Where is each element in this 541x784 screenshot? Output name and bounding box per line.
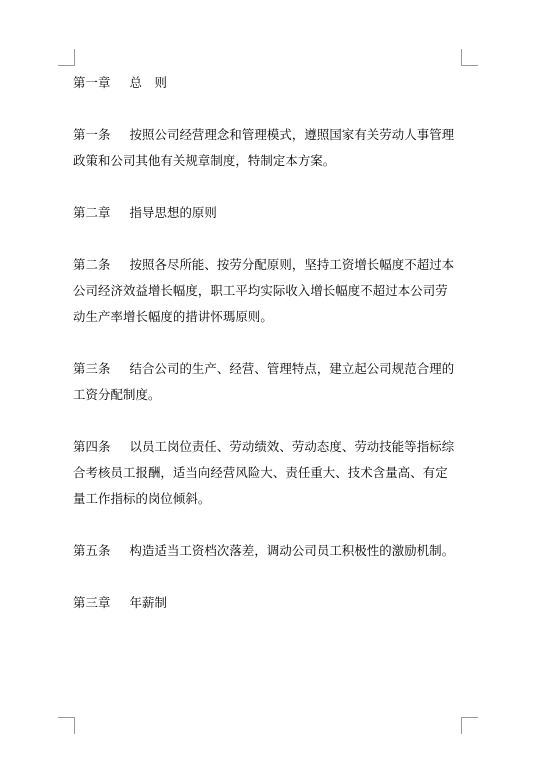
- article-4-text-line: 以员工岗位责任、劳动绩效、劳动态度、劳动技能等指标综: [129, 439, 455, 454]
- article-1-line-2: [73, 148, 468, 174]
- article-3-number: 第三条: [73, 361, 111, 376]
- article-5-number: 第五条: [73, 543, 111, 558]
- chapter-1-heading: [73, 70, 468, 96]
- article-1-text-line: 按照公司经营理念和管理模式，遵照国家有关劳动人事管理: [129, 127, 455, 142]
- article-3-text-line: 工资分配制度。: [73, 387, 161, 402]
- chapter-3-heading: [73, 590, 468, 616]
- article-2-number: 第二条: [73, 257, 111, 272]
- article-3-text-line: 结合公司的生产、经营、管理特点，建立起公司规范合理的: [129, 361, 455, 376]
- chapter-2-heading: [73, 200, 468, 226]
- chapter-1-title: 总 则: [129, 75, 167, 90]
- article-1-number: 第一条: [73, 127, 111, 142]
- article-1-line-1: [73, 122, 468, 148]
- article-4-line-2: [73, 460, 468, 486]
- crop-mark-bottom-right: [461, 717, 478, 734]
- article-3-line-2: [73, 382, 468, 408]
- article-1-text-line: 政策和公司其他有关规章制度，特制定本方案。: [73, 153, 336, 168]
- article-2-text-line: 公司经济效益增长幅度，职工平均实际收入增长幅度不超过本公司劳: [73, 283, 448, 298]
- chapter-2-number: 第二章: [73, 205, 111, 220]
- document-body: [73, 70, 468, 616]
- chapter-1-number: 第一章: [73, 75, 111, 90]
- chapter-3-title: 年薪制: [129, 595, 167, 610]
- article-3-line-1: [73, 356, 468, 382]
- crop-mark-bottom-left: [58, 717, 75, 734]
- article-2-text-line: 按照各尽所能、按劳分配原则，坚持工资增长幅度不超过本: [129, 257, 455, 272]
- article-4-text-line: 量工作指标的岗位倾斜。: [73, 491, 211, 506]
- chapter-3-number: 第三章: [73, 595, 111, 610]
- article-2-line-3: [73, 304, 468, 330]
- crop-mark-top-right: [461, 49, 478, 66]
- article-4-line-1: [73, 434, 468, 460]
- article-4-line-3: [73, 486, 468, 512]
- article-2-text-line: 动生产率增长幅度的措讲怀瑪原则。: [73, 309, 273, 324]
- article-2-line-1: [73, 252, 468, 278]
- crop-mark-top-left: [58, 49, 75, 66]
- article-5-line-1: [73, 538, 468, 564]
- article-4-text-line: 合考核员工报酬，适当向经营风险大、责任重大、技术含量高、有定: [73, 465, 448, 480]
- chapter-2-title: 指导思想的原则: [129, 205, 217, 220]
- article-2-line-2: [73, 278, 468, 304]
- article-4-number: 第四条: [73, 439, 111, 454]
- article-5-text-line: 构造适当工资档次落差，调动公司员工积极性的激励机制。: [129, 543, 455, 558]
